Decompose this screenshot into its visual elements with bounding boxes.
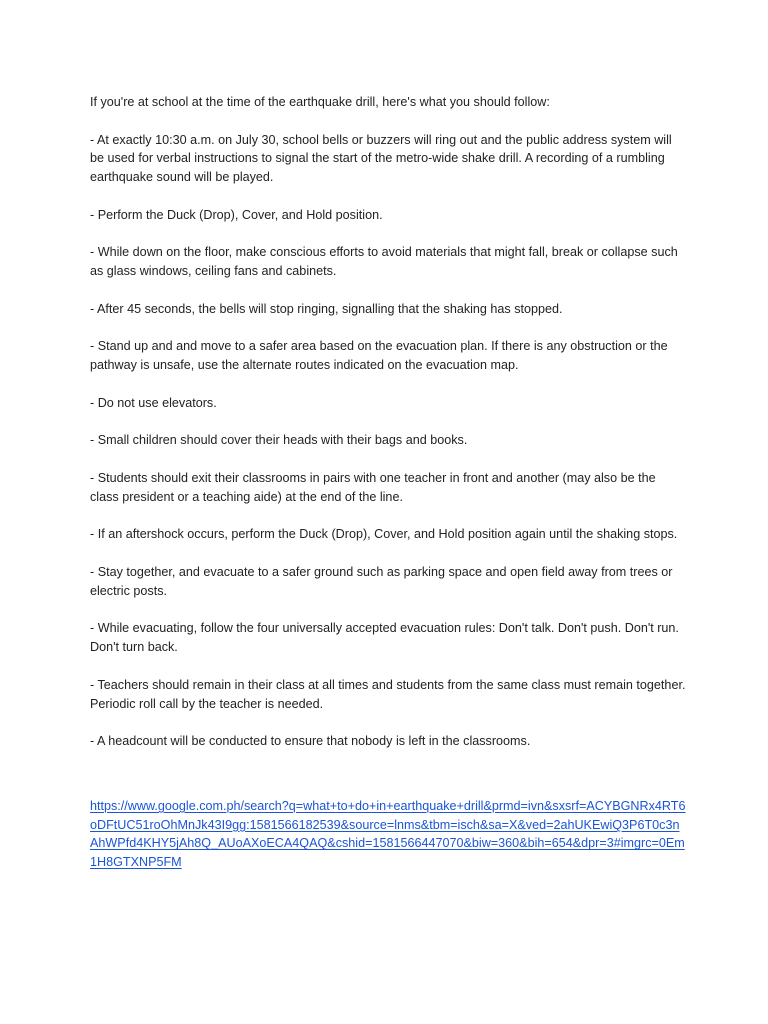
list-item: - A headcount will be conducted to ensure that nobody is left in the classrooms. [90, 734, 531, 749]
list-item: - Perform the Duck (Drop), Cover, and Hold position. [90, 207, 383, 222]
list-item: - Students should exit their classrooms in pairs with one teacher in front and another (may also be the class president or a teaching aide) at the end of the line. [90, 470, 656, 504]
list-item: - While down on the floor, make conscious efforts to avoid materials that might fall, break or collapse such as glass windows, ceiling fans and cabinets. [90, 245, 678, 279]
list-item: - Small children should cover their heads with their bags and books. [90, 433, 468, 448]
list-item: - Teachers should remain in their class at all times and students from the same class must remain together. Periodic roll call by the teacher is needed. [90, 677, 686, 711]
list-item: - Stay together, and evacuate to a safer ground such as parking space and open field away from trees or electric posts. [90, 564, 673, 598]
list-item: - While evacuating, follow the four universally accepted evacuation rules: Don't talk. Don't push. Don't run. Don't turn back. [90, 621, 679, 655]
list-item: - At exactly 10:30 a.m. on July 30, school bells or buzzers will ring out and the public address system will be used for verbal instructions to signal the start of the metro-wide shake drill. A recording of a rumbling earthquake sound will be played. [90, 132, 672, 185]
intro-paragraph: If you're at school at the time of the earthquake drill, here's what you should follow: [90, 95, 550, 109]
source-link-block [90, 797, 686, 872]
list-item: - After 45 seconds, the bells will stop ringing, signalling that the shaking has stopped. [90, 301, 563, 316]
document-body [90, 93, 686, 872]
list-item: - Do not use elevators. [90, 395, 217, 410]
list-item: - Stand up and and move to a safer area based on the evacuation plan. If there is any obstruction or the pathway is unsafe, use the alternate routes indicated on the evacuation map. [90, 339, 668, 373]
source-link[interactable]: https://www.google.com.ph/search?q=what+to+do+in+earthquake+drill&prmd=ivn&sxsrf=ACYBGNRx4RT6oDFtUC51roOhMnJk43I9gg:1581566182539&source=lnms&tbm=isch&sa=X&ved=2ahUKEwiQ3P6T0c3nAhWPfd4KHY5jAh8Q_AUoAXoECA4QAQ&cshid=1581566447070&biw=360&bih=654&dpr=3#imgrc=0Em1H8GTXNP5FM [90, 798, 686, 870]
list-item: - If an aftershock occurs, perform the Duck (Drop), Cover, and Hold position again until the shaking stops. [90, 527, 678, 542]
